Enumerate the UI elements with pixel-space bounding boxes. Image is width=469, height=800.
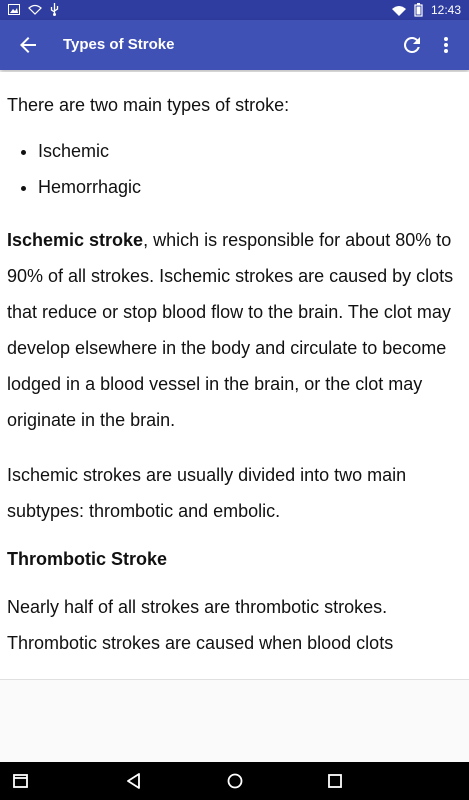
home-circle-icon[interactable] — [225, 771, 245, 791]
list-item: • Ischemic — [38, 133, 469, 169]
thrombotic-paragraph: Nearly half of all strokes are thrombotic strokes. Thrombotic strokes are caused when blood clots — [7, 597, 394, 653]
ischemic-paragraph — [0, 222, 469, 438]
battery-icon — [414, 3, 423, 17]
stroke-types-list — [0, 133, 469, 205]
refresh-icon[interactable] — [400, 33, 424, 57]
overview-square-icon[interactable] — [325, 771, 345, 791]
ischemic-heading: Ischemic stroke — [7, 230, 144, 250]
list-item: • Hemorrhagic — [38, 169, 469, 205]
back-arrow-icon[interactable] — [16, 33, 40, 57]
back-triangle-icon[interactable] — [124, 771, 144, 791]
article-content — [0, 72, 469, 680]
image-notification-icon — [8, 4, 20, 15]
system-nav-bar — [0, 762, 469, 800]
status-bar — [0, 0, 469, 20]
app-bar — [0, 20, 469, 70]
ischemic-text: , which is responsible for about 80% to 90% of all strokes. Ischemic strokes are caused by clots that reduce or stop blood flow to the brain. The clot may develop elsewhere in the body and circulate to become lodged in a blood vessel in the brain, or the clot may originate in the brain. — [7, 230, 454, 430]
more-options-icon[interactable] — [434, 33, 458, 57]
page-title: Types of Stroke — [63, 36, 175, 53]
wifi-signal-icon — [392, 5, 406, 16]
divider — [0, 679, 469, 680]
intro-paragraph: There are two main types of stroke: — [7, 95, 290, 115]
clock: 12:43 — [430, 3, 461, 17]
subtypes-paragraph: Ischemic strokes are usually divided into two main subtypes: thrombotic and embolic. — [7, 465, 407, 521]
usb-icon — [50, 3, 59, 16]
recent-apps-square-icon[interactable] — [11, 771, 31, 791]
wifi-notification-icon — [28, 4, 42, 15]
thrombotic-heading: Thrombotic Stroke — [7, 549, 168, 569]
